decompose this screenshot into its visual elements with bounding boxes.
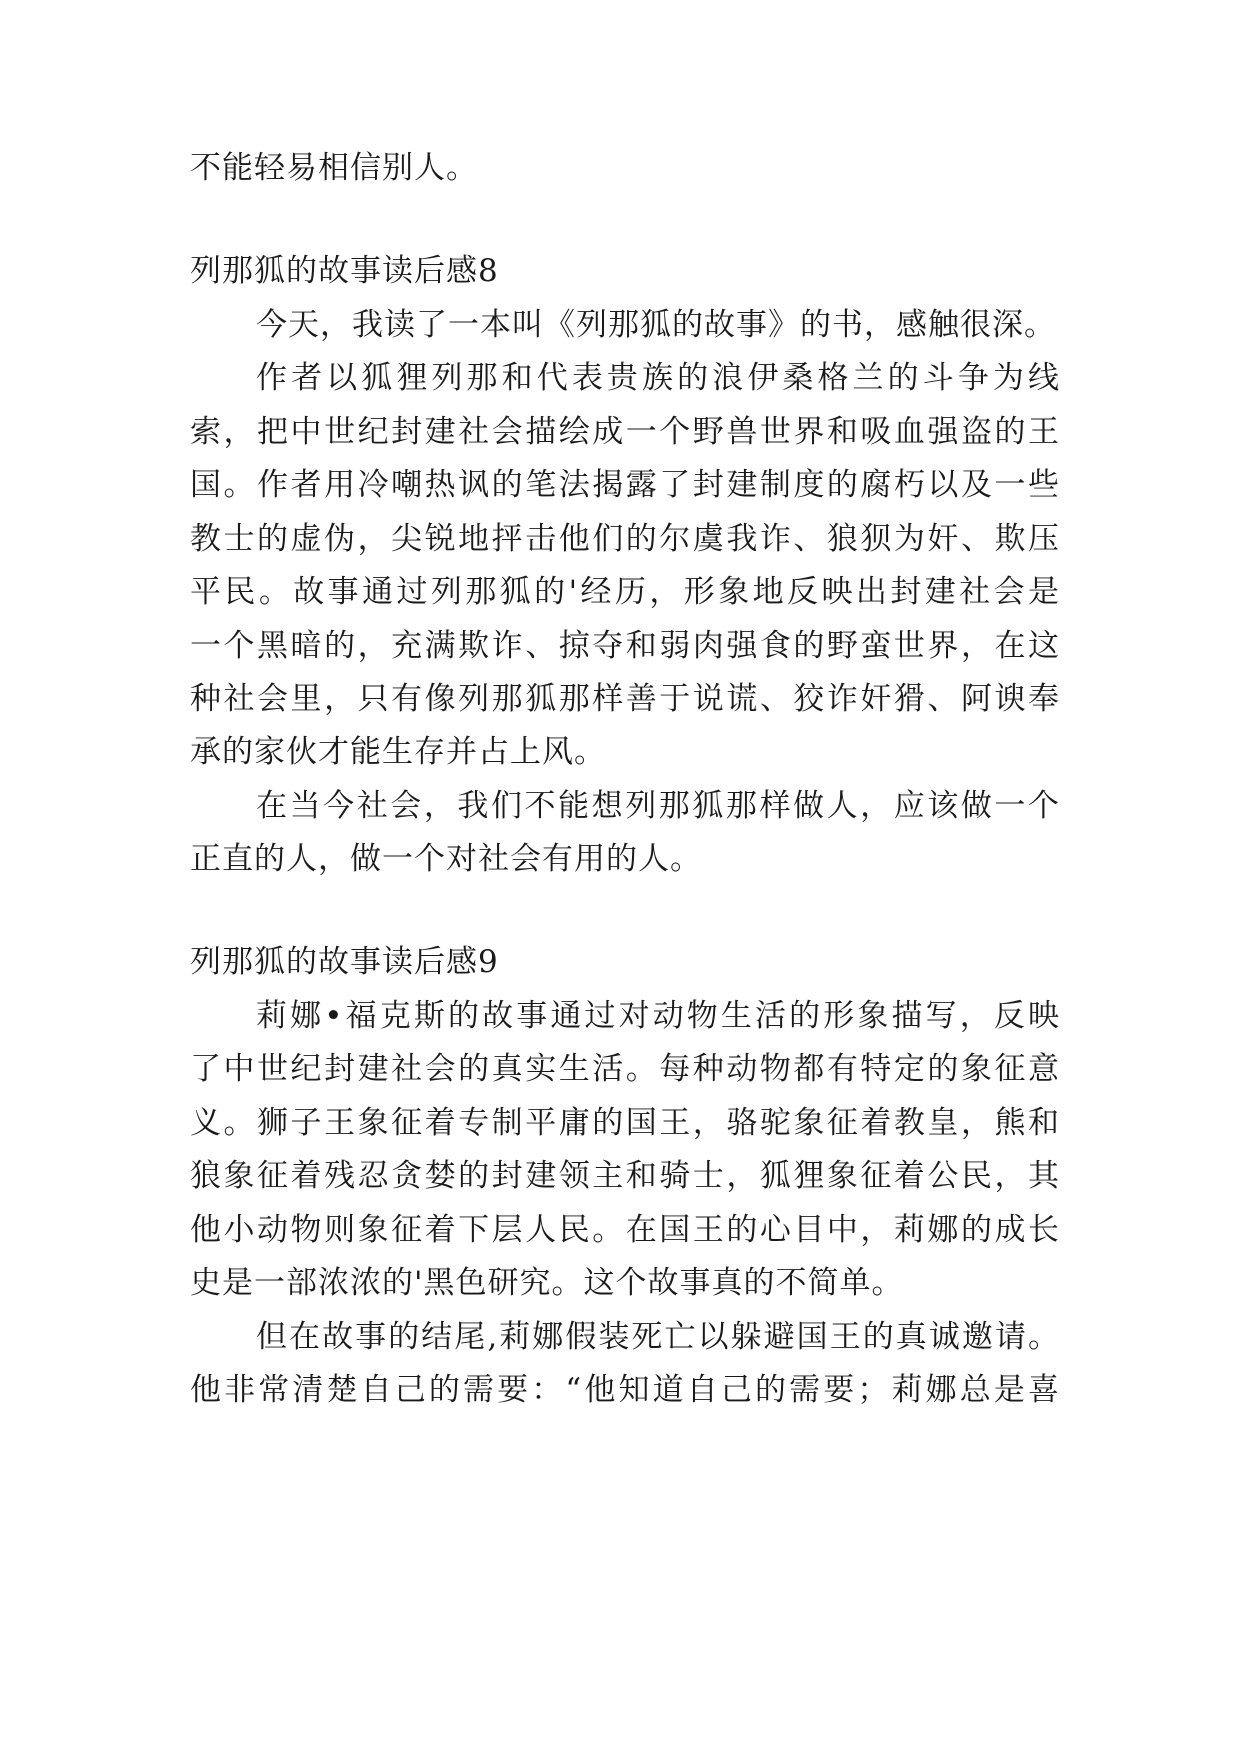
paragraph-line: 一个黑暗的，充满欺诈、掠夺和弱肉强食的野蛮世界，在这 [190, 628, 1060, 664]
section-heading-9: 列那狐的故事读后感9 [190, 944, 499, 980]
paragraph-line: 不能轻易相信别人。 [190, 150, 478, 186]
paragraph-line: 史是一部浓浓的'黑色研究。这个故事真的不简单。 [190, 1265, 904, 1301]
paragraph-line: 承的家伙才能生存并占上风。 [190, 734, 606, 770]
paragraph-line: 种社会里，只有像列那狐那样善于说谎、狡诈奸猾、阿谀奉 [190, 681, 1060, 717]
paragraph-line: 平民。故事通过列那狐的'经历，形象地反映出封建社会是 [190, 574, 1060, 610]
paragraph-line: 狼象征着残忍贪婪的封建领主和骑士，狐狸象征着公民，其 [190, 1158, 1060, 1194]
paragraph-line: 莉娜•福克斯的故事通过对动物生活的形象描写，反映 [256, 998, 1060, 1034]
paragraph-line: 他非常清楚自己的需要：“他知道自己的需要；莉娜总是喜 [190, 1372, 1060, 1408]
paragraph-line: 但在故事的结尾,莉娜假装死亡以躲避国王的真诚邀请。 [256, 1319, 1060, 1355]
paragraph-line: 正直的人，做一个对社会有用的人。 [190, 841, 702, 877]
section-heading-8: 列那狐的故事读后感8 [190, 253, 499, 289]
paragraph-line: 义。狮子王象征着专制平庸的国王，骆驼象征着教皇，熊和 [190, 1105, 1060, 1141]
paragraph-line: 今天，我读了一本叫《列那狐的故事》的书，感触很深。 [256, 307, 1056, 343]
paragraph-line: 他小动物则象征着下层人民。在国王的心目中，莉娜的成长 [190, 1212, 1060, 1248]
paragraph-line: 教士的虚伪，尖锐地抨击他们的尔虞我诈、狼狈为奸、欺压 [190, 521, 1060, 557]
paragraph-line: 在当今社会，我们不能想列那狐那样做人，应该做一个 [256, 788, 1060, 824]
paragraph-line: 了中世纪封建社会的真实生活。每种动物都有特定的象征意 [190, 1051, 1060, 1087]
paragraph-line: 国。作者用冷嘲热讽的笔法揭露了封建制度的腐朽以及一些 [190, 467, 1060, 503]
paragraph-line: 索，把中世纪封建社会描绘成一个野兽世界和吸血强盗的王 [190, 414, 1060, 450]
paragraph-line: 作者以狐狸列那和代表贵族的浪伊桑格兰的斗争为线 [256, 360, 1060, 396]
